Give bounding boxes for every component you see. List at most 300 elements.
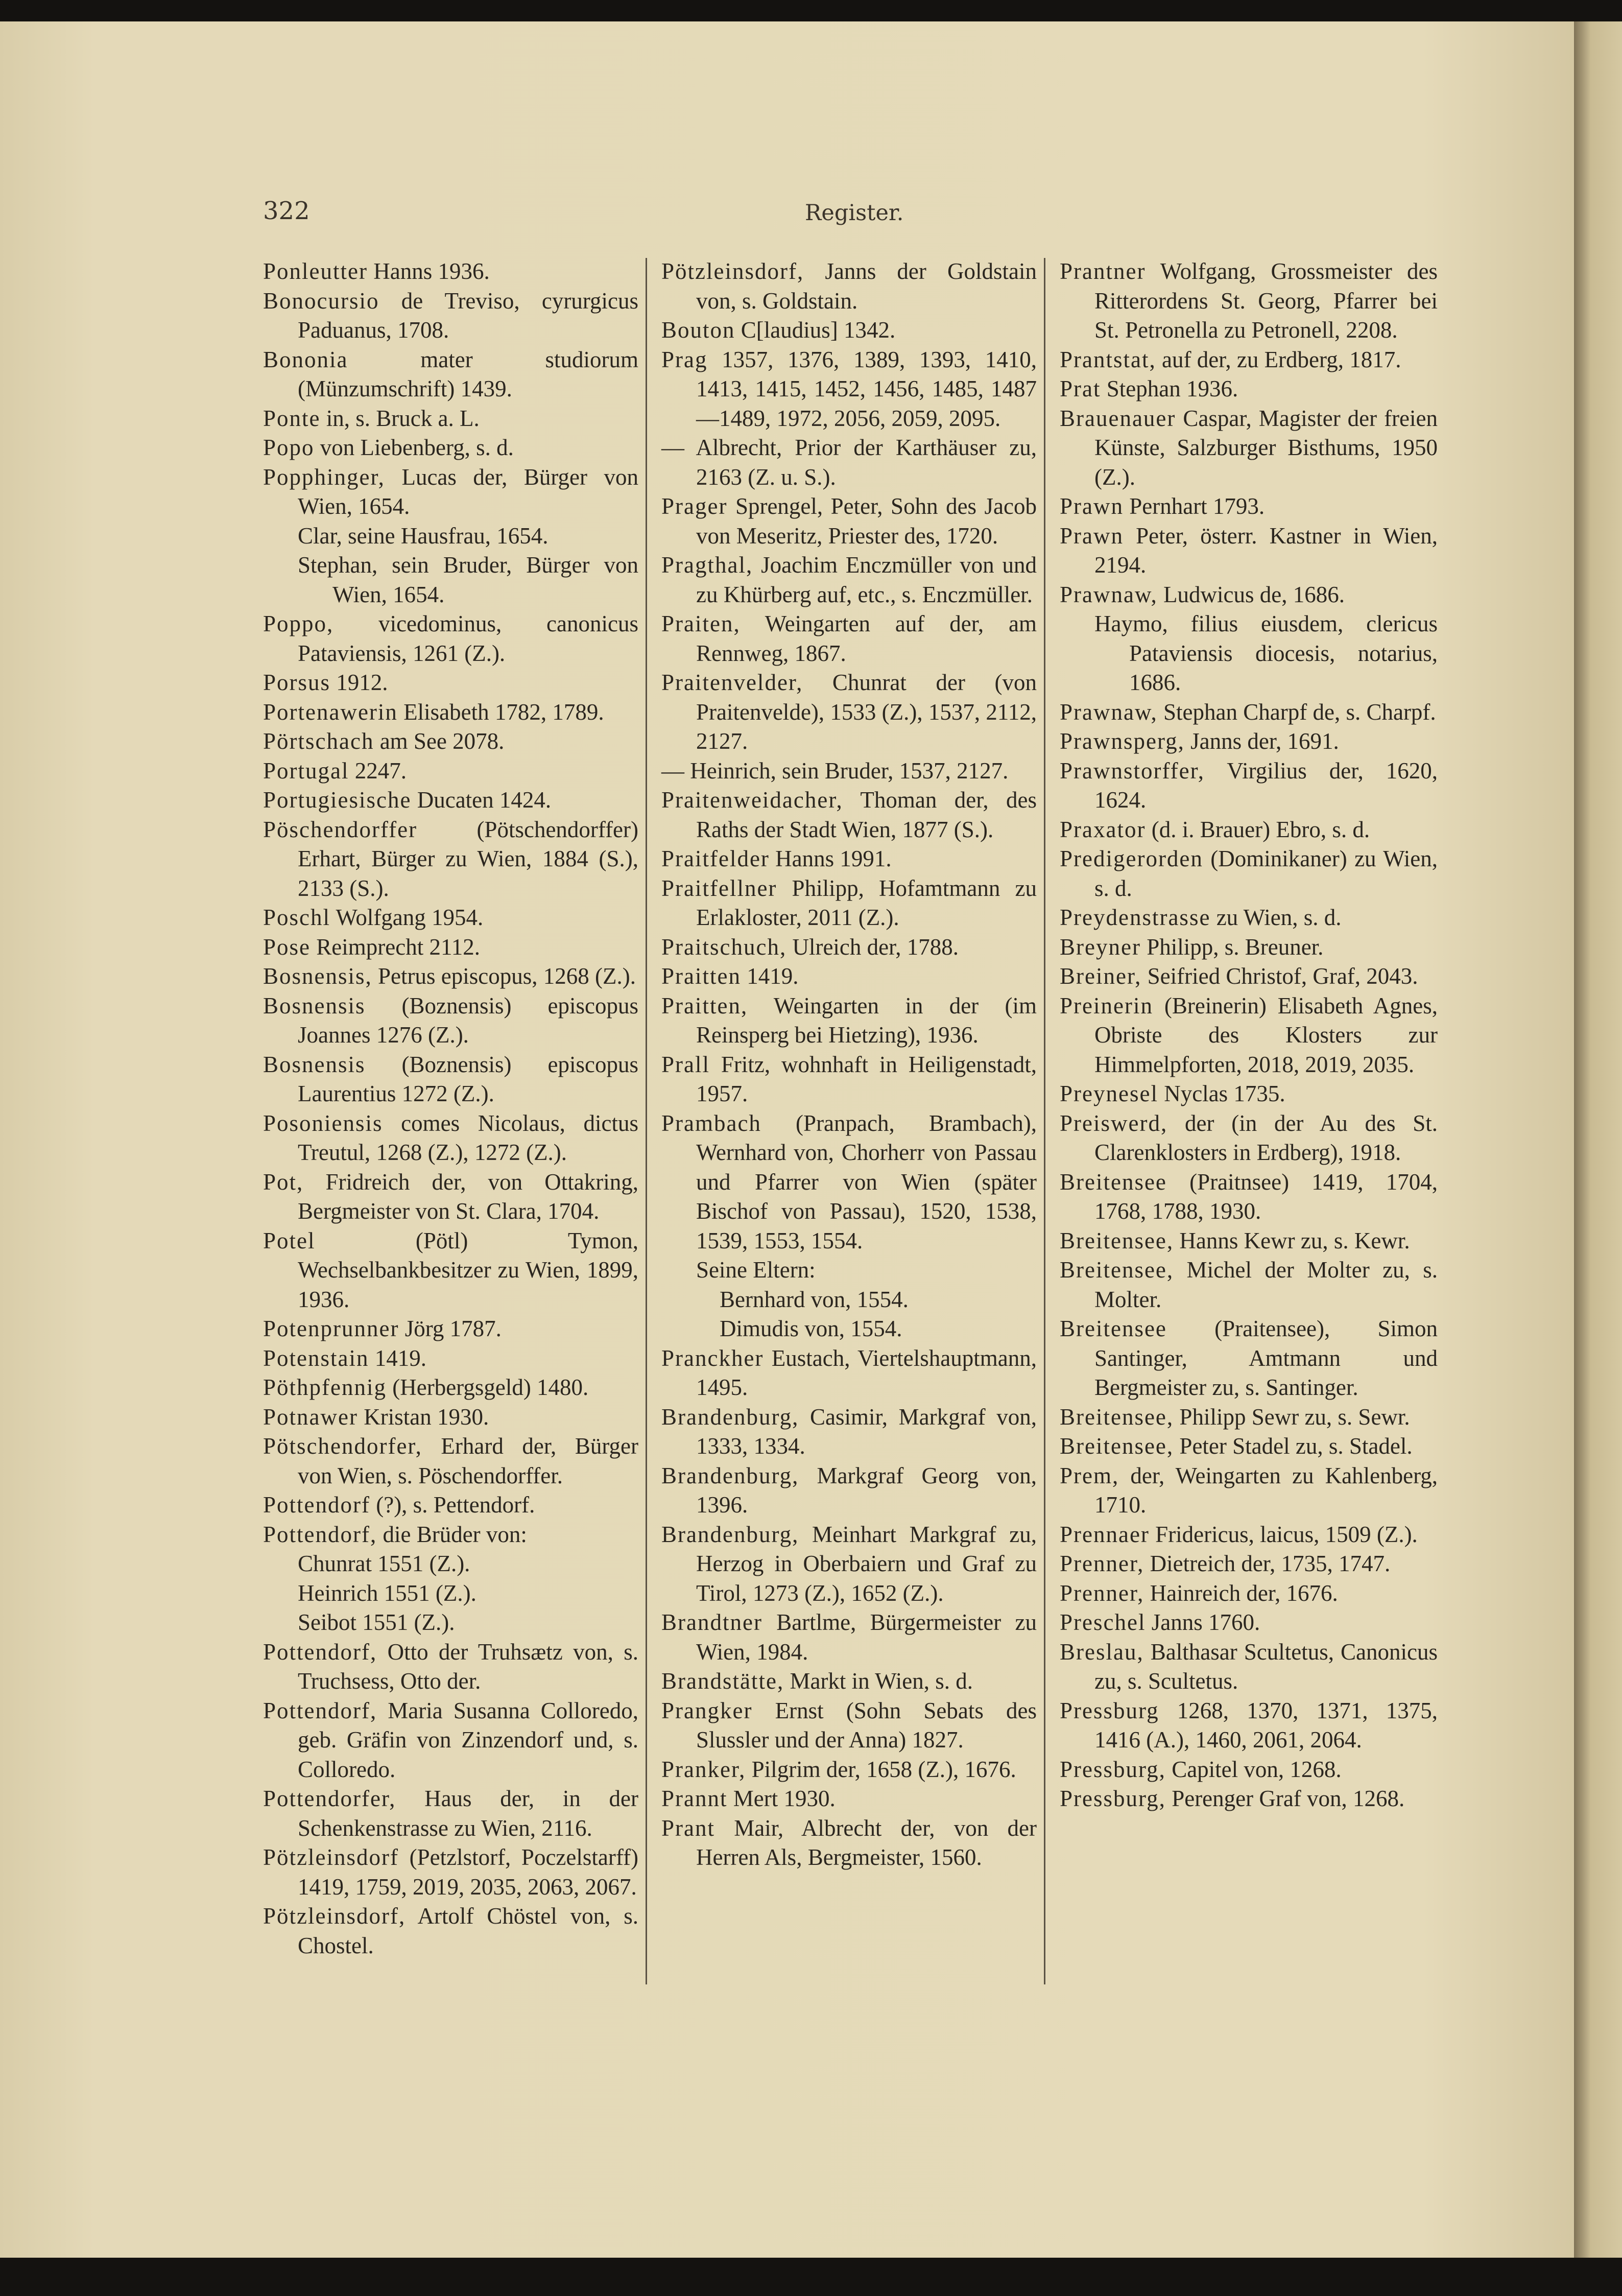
entry-text: der, Weingarten zu Kahlenberg, 1710. [1094,1462,1438,1518]
entry-headword: Pötschendorfer, [263,1433,422,1459]
index-entry [661,1256,1037,1285]
entry-headword: Pöschendorffer [263,816,418,842]
entry-text: Reimprecht 2112. [311,934,481,960]
index-entry [1060,844,1438,903]
entry-text: Stephan Charpf de, s. Charpf. [1157,699,1436,725]
entry-headword: Portugal [263,758,349,784]
entry-headword: Praitten, [661,992,748,1019]
entry-headword: Pot, [263,1169,304,1195]
entry-text: Chunrat 1551 (Z.). [298,1551,470,1576]
index-entry [263,1638,638,1696]
entry-headword: Prantstat, [1060,346,1156,372]
entry-headword: Brandtner [661,1609,762,1635]
entry-text: am See 2078. [374,728,505,754]
entry-headword: Preydenstrasse [1060,905,1211,930]
entry-headword: Prangker [661,1697,753,1723]
entry-text: (Breinerin) Elisabeth Agnes, Obriste des Klosters zur Himmelpforten, 2018, 2019, 2035. [1094,992,1438,1077]
index-entry [263,1608,638,1638]
index-entry [661,933,1037,962]
entry-text: 1268, 1370, 1371, 1375, 1416 (A.), 1460, 2061, 2064. [1094,1697,1438,1753]
index-entry [263,1432,638,1490]
entry-text: Wolfgang 1954. [330,905,484,930]
index-entry [661,1285,1037,1315]
entry-headword: Preynesel [1060,1081,1158,1106]
entry-text: Elisabeth 1782, 1789. [397,699,604,725]
index-entry [1060,609,1438,698]
entry-text: Stephan 1936. [1101,376,1238,401]
entry-text: Hanns Kewr zu, s. Kewr. [1174,1227,1410,1253]
entry-text: Maria Susanna Colloredo, geb. Gräfin von Zinzendorf und, s. Colloredo. [298,1697,638,1782]
index-entry [263,1696,638,1785]
entry-text: Erhard der, Bürger von Wien, s. Pöschendorffer. [298,1433,638,1488]
index-entry [661,1784,1037,1814]
entry-text: (?), s. Pettendorf. [370,1492,535,1518]
entry-headword: Brandstätte, [661,1668,784,1694]
entry-headword: Pressburg, [1060,1786,1166,1811]
entry-text: Bartlme, Bürgermeister zu Wien, 1984. [696,1609,1037,1665]
index-entry [263,1373,638,1403]
entry-headword: Pottendorf [263,1492,370,1518]
entry-headword: Pottendorf, [263,1639,377,1665]
entry-text: Weingarten auf der, am Rennweg, 1867. [696,611,1037,666]
entry-text: (Boznensis) episcopus Joannes 1276 (Z.). [298,992,638,1048]
index-entry [1060,698,1438,727]
index-entry [1060,257,1438,345]
index-entry [1060,492,1438,522]
entry-headword: Portugiesische [263,787,412,813]
entry-headword: Poppo, [263,611,334,636]
entry-text: Clar, seine Hausfrau, 1654. [298,523,548,549]
index-entry [263,962,638,991]
index-entry [1060,1520,1438,1550]
entry-text: 2247. [349,758,407,784]
index-entry [1060,374,1438,404]
entry-text: Hainreich der, 1676. [1144,1580,1338,1606]
entry-text: C[laudius] 1342. [735,317,896,343]
index-entry [1060,1109,1438,1168]
entry-text: 1912. [330,670,388,695]
entry-text: Peter Stadel zu, s. Stadel. [1174,1433,1413,1459]
entry-headword: Breslau, [1060,1639,1144,1665]
index-entry [1060,1608,1438,1638]
entry-headword: Breiner, [1060,963,1142,989]
index-entry [1060,404,1438,492]
entry-text: comes Nicolaus, dictus Treutul, 1268 (Z.), 1272 (Z.). [298,1110,638,1165]
index-entry [661,1608,1037,1667]
entry-text: von Liebenberg, s. d. [314,435,514,460]
entry-headword: Prennaer [1060,1521,1150,1547]
entry-headword: Pranker, [661,1756,746,1782]
entry-text: Mair, Albrecht der, von der Herren Als, Bergmeister, 1560. [696,1815,1037,1870]
index-entry [661,492,1037,551]
entry-headword: Prenner, [1060,1551,1144,1576]
entry-text: Otto der Truhsætz von, s. Truchsess, Otto der. [298,1639,638,1694]
entry-text: (Dominikaner) zu Wien, s. d. [1094,846,1438,901]
index-entry [263,609,638,668]
index-entry [263,786,638,815]
index-entry [263,463,638,522]
index-entry [263,1314,638,1344]
index-entry [1060,1403,1438,1432]
entry-headword: Prawnsperg, [1060,728,1185,754]
entry-headword: Praiten, [661,611,741,636]
entry-text: Bernhard von, 1554. [720,1286,909,1312]
entry-headword: Praxator [1060,816,1146,842]
entry-headword: Prambach [661,1110,761,1136]
index-entry [1060,991,1438,1080]
entry-headword: Breyner [1060,934,1141,960]
entry-headword: Praitfelder [661,846,770,871]
index-entry [661,991,1037,1050]
scan-border [0,2258,1622,2296]
index-entry [1060,903,1438,933]
entry-text: Ludwicus de, 1686. [1157,581,1345,607]
index-entry [263,668,638,698]
entry-headword: Bouton [661,317,735,343]
index-entry [263,1902,638,1960]
entry-headword: Bosnensis [263,1051,366,1077]
index-entry [1060,727,1438,756]
entry-headword: Pottendorf, [263,1521,377,1547]
index-entry [661,1667,1037,1696]
index-entry [263,345,638,404]
index-entry [661,1520,1037,1608]
entry-headword: Breitensee [1060,1316,1167,1341]
entry-text: (Pranpach, Brambach), Wernhard von, Chorherr von Passau und Pfarrer von Wien (später Bischof von Passau), 1520, 1538, 1539, 1553, 1554. [696,1110,1037,1253]
index-entry [1060,815,1438,845]
entry-text: Fridreich der, von Ottakring, Bergmeister von St. Clara, 1704. [298,1169,638,1224]
entry-headword: Popo [263,435,315,460]
entry-headword: Poschl [263,905,331,930]
entry-text: Ducaten 1424. [411,787,552,813]
entry-headword: Pressburg [1060,1697,1159,1723]
entry-headword: Breitensee [1060,1169,1167,1195]
entry-text: Philipp, Hofamtmann zu Erlakloster, 2011 (Z.). [696,875,1037,930]
entry-text: — Albrecht, Prior der Karthäuser zu, 2163 (Z. u. S.). [661,435,1037,490]
index-entry [661,1755,1037,1785]
entry-headword: Pressburg, [1060,1756,1166,1782]
entry-text: Janns der Goldstain von, s. Goldstain. [696,258,1037,314]
entry-headword: Ponleutter [263,258,368,284]
entry-headword: Bonocursio [263,288,379,314]
entry-text: (d. i. Brauer) Ebro, s. d. [1146,816,1370,842]
entry-text: Nyclas 1735. [1158,1081,1285,1106]
index-entry [263,1490,638,1520]
index-entry [1060,1638,1438,1696]
entry-text: Philipp, s. Breuner. [1140,934,1324,960]
entry-text: Eustach, Viertelshauptmann, 1495. [696,1345,1037,1400]
entry-text: mater studiorum (Münzumschrift) 1439. [298,346,638,401]
entry-text: Seifried Christof, Graf, 2043. [1141,963,1418,989]
entry-headword: Pötzleinsdorf, [263,1903,406,1929]
index-entry [263,522,638,551]
index-entry [661,1814,1037,1873]
entry-text: Ulreich der, 1788. [786,934,959,960]
entry-text: Haus der, in der Schenkenstrasse zu Wien, 2116. [298,1786,638,1841]
entry-headword: Potenprunner [263,1316,399,1341]
entry-headword: Prawn [1060,493,1124,519]
entry-text: Heinrich 1551 (Z.). [298,1580,476,1606]
entry-headword: Brauenauer [1060,405,1176,431]
index-entry [661,316,1037,345]
entry-text: — Heinrich, sein Bruder, 1537, 2127. [661,758,1009,784]
index-entry [263,933,638,962]
entry-text: 1419. [369,1345,426,1371]
entry-headword: Prenner, [1060,1580,1144,1606]
entry-text: Dimudis von, 1554. [720,1316,902,1341]
entry-headword: Prantner [1060,258,1146,284]
entry-text: (Pötl) Tymon, Wechselbankbesitzer zu Wien, 1899, 1936. [298,1227,638,1312]
entry-text: Petrus episcopus, 1268 (Z.). [372,963,636,989]
index-entry [661,1109,1037,1256]
entry-headword: Prawnstorffer, [1060,758,1205,784]
entry-headword: Prat [1060,376,1101,401]
index-entry [263,257,638,287]
entry-headword: Prag [661,346,708,372]
entry-text: auf der, zu Erdberg, 1817. [1156,346,1401,372]
index-entry [263,1050,638,1109]
index-entry [1060,962,1438,991]
entry-text: Virgilius der, 1620, 1624. [1094,758,1438,813]
entry-headword: Prall [661,1051,710,1077]
entry-text: Seibot 1551 (Z.). [298,1609,455,1635]
entry-headword: Prant [661,1815,715,1841]
entry-headword: Preiswerd, [1060,1110,1168,1136]
index-entry [1060,345,1438,375]
index-entry [263,1579,638,1608]
index-entry [1060,1256,1438,1314]
entry-text: Dietreich der, 1735, 1747. [1144,1551,1391,1576]
entry-headword: Bononia [263,346,348,372]
entry-headword: Potenstain [263,1345,369,1371]
index-column-1 [263,257,638,1960]
entry-headword: Pranckher [661,1345,764,1371]
entry-headword: Preinerin [1060,992,1153,1019]
entry-headword: Popphinger, [263,464,385,490]
entry-headword: Portenawerin [263,699,398,725]
entry-text: Chunrat der (von Praitenvelde), 1533 (Z.), 1537, 2112, 2127. [696,670,1037,754]
entry-text: Seine Eltern: [696,1257,816,1283]
entry-headword: Pötzleinsdorf [263,1844,399,1870]
index-entry [263,698,638,727]
entry-text: Stephan, sein Bruder, Bürger von Wien, 1654. [298,552,638,607]
entry-text: de Treviso, cyrurgicus Paduanus, 1708. [298,288,638,343]
index-entry [263,1549,638,1579]
entry-text: Casimir, Markgraf von, 1333, 1334. [696,1404,1037,1459]
entry-headword: Brandenburg, [661,1462,799,1488]
index-entry [661,433,1037,492]
entry-headword: Praitenvelder, [661,670,803,695]
index-entry [1060,1226,1438,1256]
entry-headword: Bosnensis [263,992,366,1019]
entry-text: Janns 1760. [1146,1609,1260,1635]
entry-headword: Pörtschach [263,728,374,754]
entry-text: Fridericus, laicus, 1509 (Z.). [1149,1521,1418,1547]
index-entry [661,1314,1037,1344]
entry-text: 1419. [741,963,799,989]
entry-text: Balthasar Scultetus, Canonicus zu, s. Scultetus. [1094,1639,1438,1694]
index-entry [661,756,1037,786]
index-entry [1060,1784,1438,1814]
entry-text: die Brüder von: [377,1521,527,1547]
entry-headword: Prem, [1060,1462,1119,1488]
index-entry [263,1843,638,1902]
entry-headword: Ponte [263,405,321,431]
index-entry [263,1226,638,1315]
index-entry [661,609,1037,668]
column-divider-1 [646,258,647,1984]
index-column-3 [1060,257,1438,1814]
running-head: Register. [805,200,904,226]
index-entry [1060,1755,1438,1785]
entry-text: (Herbergsgeld) 1480. [387,1375,589,1400]
entry-text: Jörg 1787. [399,1316,502,1341]
entry-text: Caspar, Magister der freien Künste, Salzburger Bisthums, 1950 (Z.). [1094,405,1438,490]
entry-headword: Praitfellner [661,875,777,901]
entry-text: Thoman der, des Raths der Stadt Wien, 1877 (S.). [696,787,1037,842]
column-divider-2 [1044,258,1045,1984]
entry-text: Kristan 1930. [357,1404,489,1430]
index-entry [263,551,638,609]
entry-headword: Breitensee, [1060,1227,1174,1253]
entry-headword: Pose [263,934,311,960]
index-entry [263,1344,638,1374]
entry-headword: Prawnaw, [1060,581,1158,607]
entry-text: Hanns 1936. [367,258,490,284]
entry-text: Sprengel, Peter, Sohn des Jacob von Meseritz, Priester des, 1720. [696,493,1037,549]
entry-text: der (in der Au des St. Clarenklosters in Erdberg), 1918. [1094,1110,1438,1165]
entry-text: Peter, österr. Kastner in Wien, 2194. [1094,523,1438,578]
index-column-2 [661,257,1037,1873]
index-entry [263,287,638,345]
index-entry [661,345,1037,434]
entry-text: (Praitnsee) 1419, 1704, 1768, 1788, 1930. [1094,1169,1438,1224]
index-entry [263,1403,638,1432]
index-entry [661,1403,1037,1461]
entry-text: in, s. Bruck a. L. [320,405,480,431]
entry-text: Michel der Molter zu, s. Molter. [1094,1257,1438,1312]
index-entry [661,1461,1037,1520]
index-entry [1060,933,1438,962]
entry-headword: Bosnensis, [263,963,372,989]
entry-headword: Breitensee, [1060,1257,1174,1283]
index-entry [1060,522,1438,580]
entry-headword: Pöthpfennig [263,1375,387,1400]
index-entry [1060,1168,1438,1226]
entry-text: Capitel von, 1268. [1165,1756,1342,1782]
entry-text: (Petzlstorf, Poczelstarff) 1419, 1759, 2019, 2035, 2063, 2067. [298,1844,638,1900]
entry-headword: Prannt [661,1786,728,1811]
index-entry [661,1696,1037,1755]
entry-text: Lucas der, Bürger von Wien, 1654. [298,464,638,519]
entry-headword: Posoniensis [263,1110,383,1136]
index-entry [263,727,638,756]
index-entry [1060,1549,1438,1579]
entry-text: (Pötschendorffer) Erhart, Bürger zu Wien, 1884 (S.), 2133 (S.). [298,816,638,901]
entry-headword: Preschel [1060,1609,1146,1635]
entry-text: Meinhart Markgraf zu, Herzog in Oberbaiern und Graf zu Tirol, 1273 (Z.), 1652 (Z.). [696,1521,1037,1606]
entry-headword: Pottendorf, [263,1697,377,1723]
entry-headword: Porsus [263,670,331,695]
entry-headword: Pragthal, [661,552,753,578]
entry-text: vicedominus, canonicus Pataviensis, 1261 (Z.). [298,611,638,666]
entry-headword: Brandenburg, [661,1404,799,1430]
entry-text: Markt in Wien, s. d. [784,1668,973,1694]
entry-text: Haymo, filius eiusdem, clericus Pataviensis diocesis, notarius, 1686. [1094,611,1438,695]
entry-headword: Praitenweidacher, [661,787,843,813]
index-entry [661,786,1037,844]
entry-headword: Prawnaw, [1060,699,1158,725]
entry-text: Artolf Chöstel von, s. Chostel. [298,1903,638,1958]
entry-text: Fritz, wohnhaft in Heiligenstadt, 1957. [696,1051,1037,1106]
index-entry [263,756,638,786]
entry-headword: Praitschuch, [661,934,787,960]
entry-text: Mert 1930. [727,1786,836,1811]
entry-text: Joachim Enczmüller von und zu Khürberg auf, etc., s. Enczmüller. [696,552,1037,607]
entry-text: Pernhart 1793. [1123,493,1265,519]
index-entry [1060,1314,1438,1403]
index-entry [263,991,638,1050]
index-entry [1060,1079,1438,1109]
entry-headword: Predigerorden [1060,846,1203,871]
entry-headword: Prager [661,493,728,519]
entry-headword: Potel [263,1227,316,1253]
entry-text: Philipp Sewr zu, s. Sewr. [1174,1404,1410,1430]
index-entry [263,903,638,933]
index-entry [263,1520,638,1550]
entry-text: Wolfgang, Grossmeister des Ritterordens St. Georg, Pfarrer bei St. Petronella zu Petronell, 2208. [1094,258,1438,343]
entry-text: Janns der, 1691. [1184,728,1339,754]
entry-headword: Breitensee, [1060,1433,1174,1459]
index-entry [661,962,1037,991]
index-entry [661,874,1037,933]
entry-text: Perenger Graf von, 1268. [1165,1786,1405,1811]
index-entry [661,844,1037,874]
entry-text: Markgraf Georg von, 1396. [696,1462,1037,1518]
entry-headword: Praitten [661,963,741,989]
entry-headword: Pottendorfer, [263,1786,396,1811]
entry-headword: Breitensee, [1060,1404,1174,1430]
index-entry [1060,1696,1438,1755]
index-entry [263,1109,638,1168]
index-entry [1060,1461,1438,1520]
index-entry [263,815,638,904]
index-entry [263,404,638,434]
index-entry [661,1050,1037,1109]
entry-text: Ernst (Sohn Sebats des Slussler und der Anna) 1827. [696,1697,1037,1753]
entry-headword: Pötzleinsdorf, [661,258,804,284]
entry-text: Pilgrim der, 1658 (Z.), 1676. [746,1756,1016,1782]
index-entry [661,551,1037,609]
index-entry [1060,756,1438,815]
index-entry [1060,1432,1438,1461]
entry-headword: Brandenburg, [661,1521,799,1547]
index-entry [661,668,1037,756]
entry-text: (Praitensee), Simon Santinger, Amtmann und Bergmeister zu, s. Santinger. [1094,1316,1438,1400]
index-entry [1060,1579,1438,1608]
index-entry [661,257,1037,316]
index-entry [263,433,638,463]
entry-headword: Prawn [1060,523,1124,549]
index-entry [263,1784,638,1843]
index-entry [263,1168,638,1226]
facing-page-edge [1574,21,1622,2271]
entry-text: zu Wien, s. d. [1210,905,1342,930]
entry-headword: Potnawer [263,1404,358,1430]
index-entry [661,1344,1037,1403]
entry-text: 1357, 1376, 1389, 1393, 1410, 1413, 1415, 1452, 1456, 1485, 1487—1489, 1972, 2056, 2059, 2095. [696,346,1037,431]
page-number: 322 [263,197,310,225]
